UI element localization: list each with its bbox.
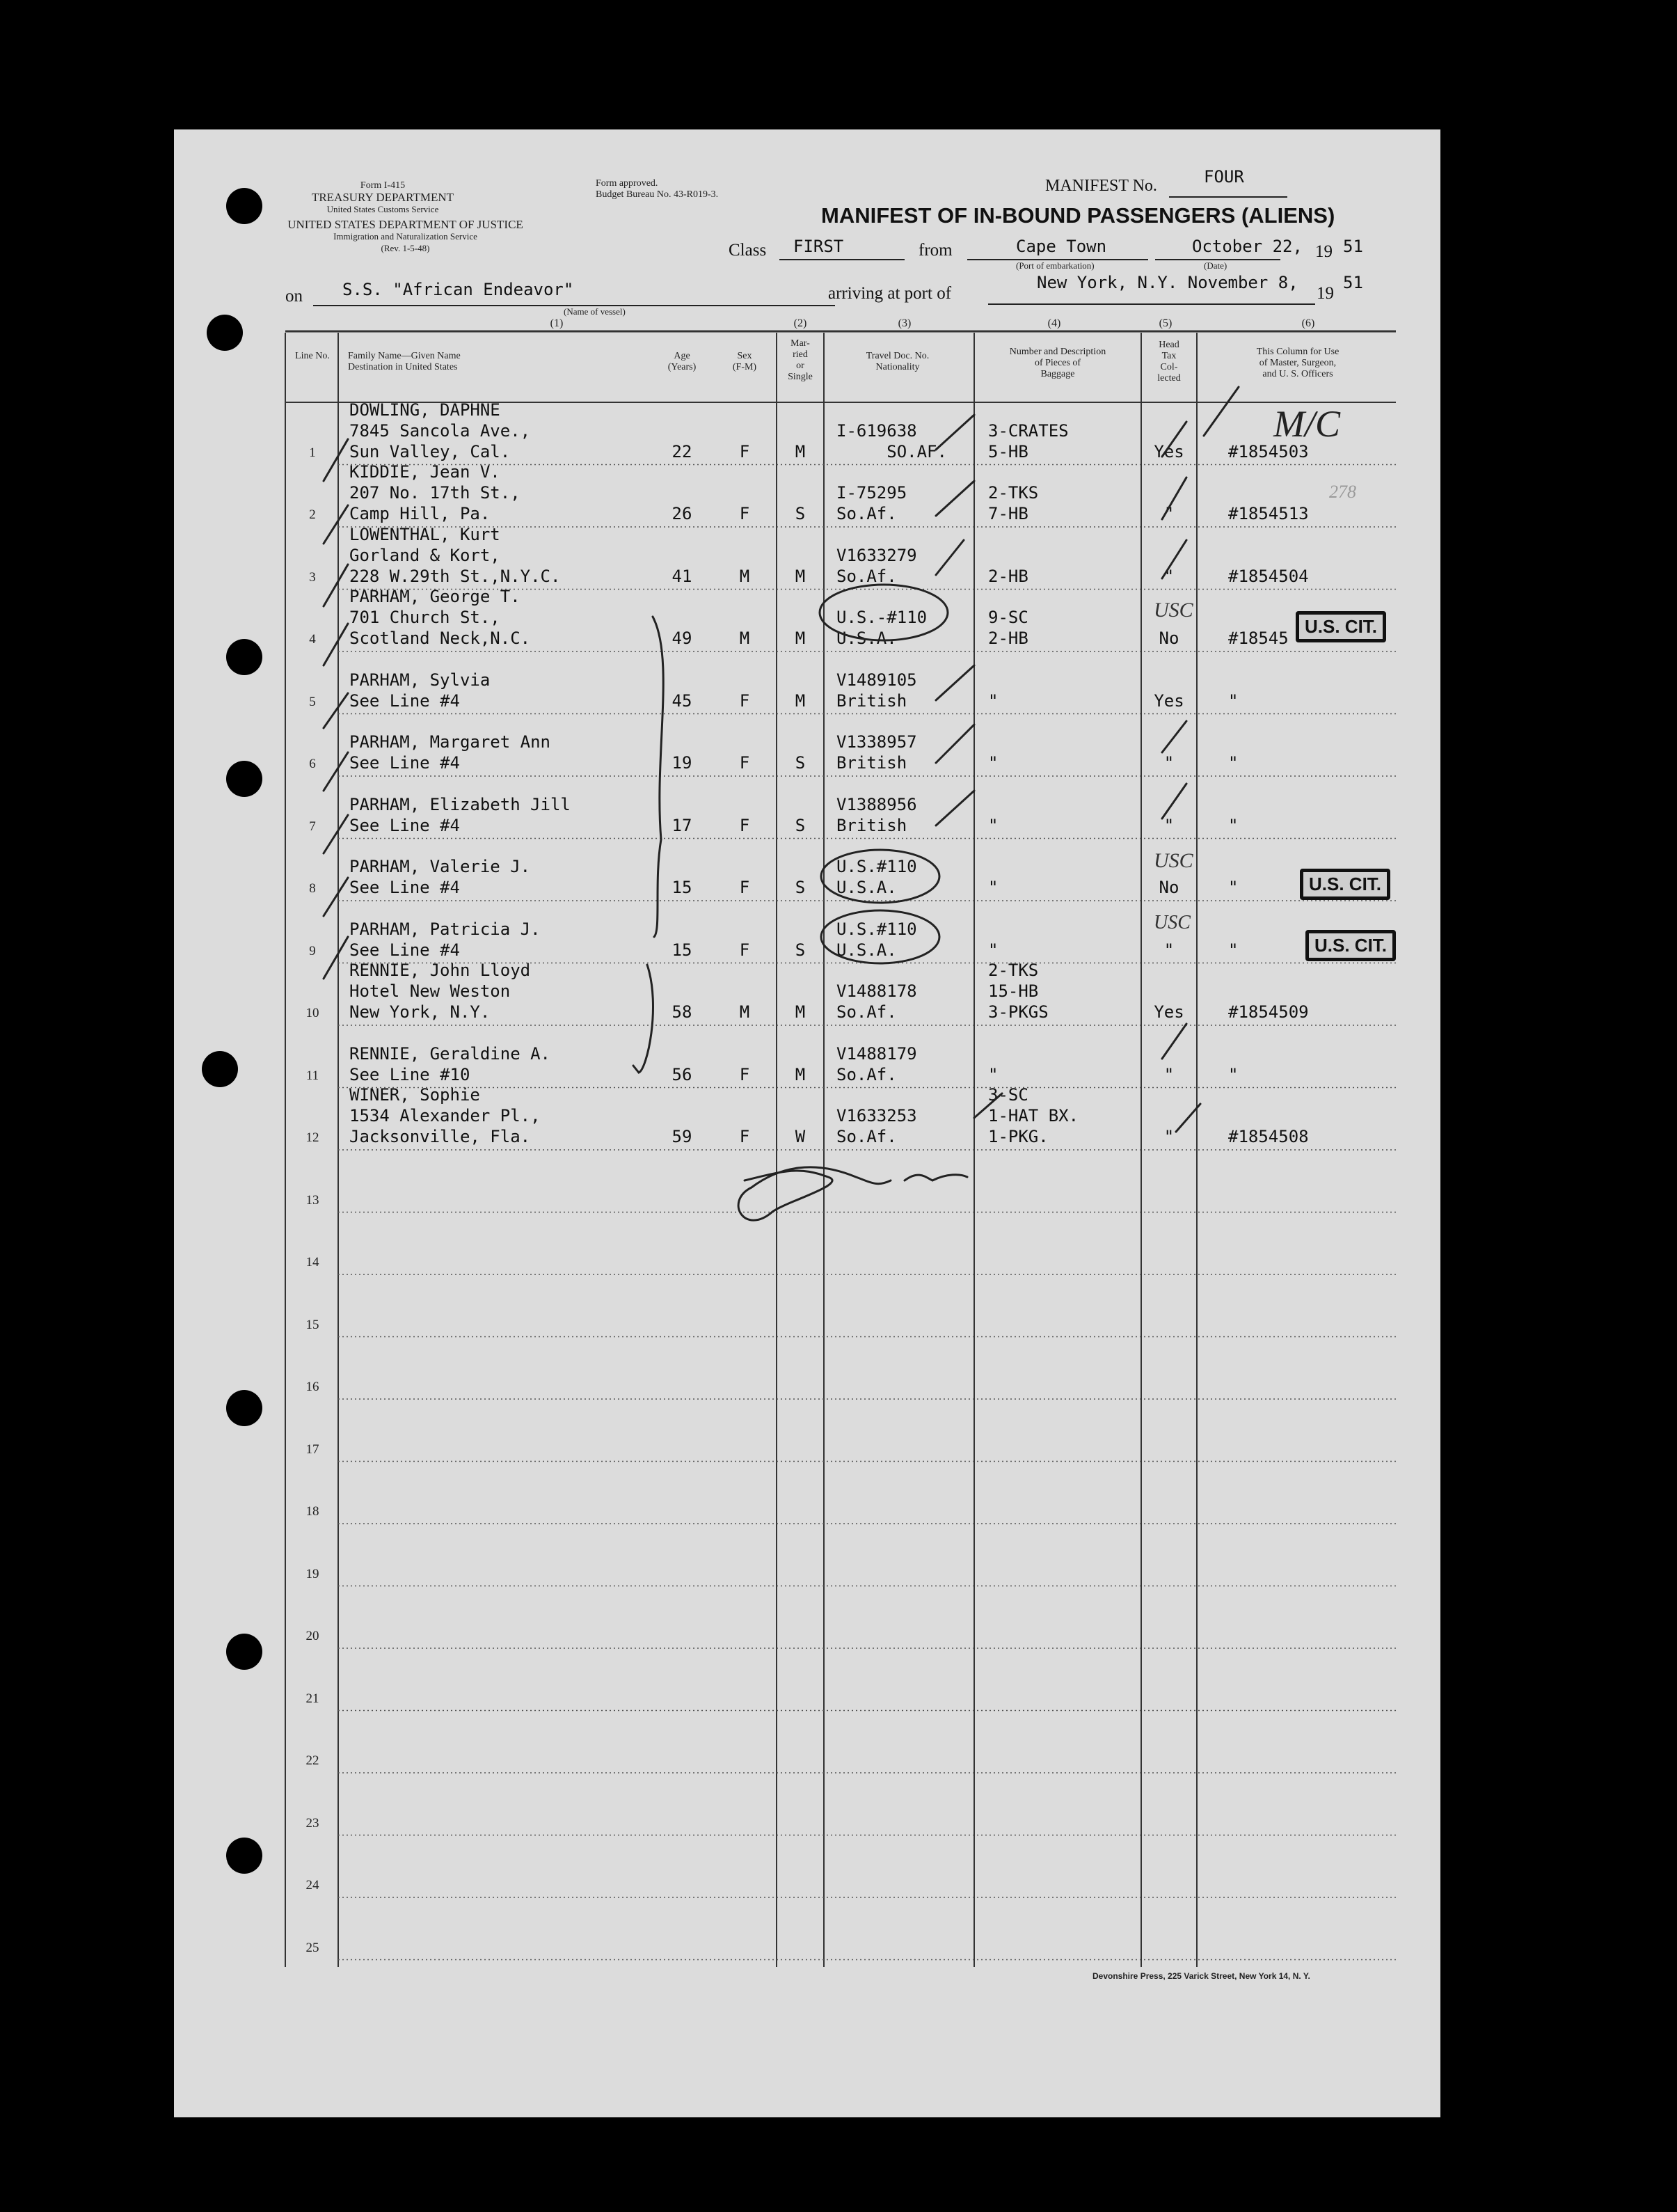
- arriving-label: arriving at port of: [828, 284, 952, 303]
- binder-hole: [202, 1051, 238, 1087]
- line-number: 16: [305, 1380, 319, 1394]
- officer-column: #18545: [1228, 629, 1289, 648]
- class-label: Class: [729, 241, 767, 260]
- manifest-page: [174, 129, 1440, 2117]
- passenger-age: 45: [671, 690, 692, 711]
- col-num-2: (2): [793, 317, 807, 329]
- line-number: 24: [305, 1878, 319, 1893]
- passenger-sex: M: [739, 566, 750, 586]
- baggage: ": [988, 878, 999, 897]
- officer-column: ": [1228, 940, 1239, 960]
- head-tax: ": [1163, 1064, 1175, 1084]
- on-label: on: [285, 287, 303, 306]
- from-label: from: [919, 241, 953, 260]
- col-header-married: Mar- ried or Single: [788, 338, 813, 382]
- line-number: 10: [305, 1006, 319, 1020]
- col-header-headtax: Head Tax Col- lected: [1157, 340, 1181, 384]
- year-value: 51: [1343, 237, 1363, 256]
- col-num-4: (4): [1047, 317, 1061, 329]
- form-approved: Form approved.: [596, 178, 658, 189]
- passenger-age: 58: [671, 1002, 692, 1022]
- travel-doc-nationality: V1633253 So.Af.: [836, 1106, 917, 1146]
- officer-column: ": [1228, 1064, 1239, 1084]
- head-tax: ": [1163, 1127, 1175, 1146]
- passenger-name: PARHAM, Elizabeth Jill See Line #4: [349, 794, 571, 835]
- passenger-name: KIDDIE, Jean V. 207 No. 17th St., Camp Hill, Pa.: [349, 462, 520, 523]
- line-number: 7: [309, 819, 316, 834]
- printer-credit: Devonshire Press, 225 Varick Street, New York 14, N. Y.: [1092, 1971, 1310, 1981]
- travel-doc-nationality: U.S.#110 U.S.A.: [836, 857, 917, 897]
- baggage: ": [988, 815, 999, 835]
- binder-hole: [226, 761, 262, 797]
- col-num-1: (1): [550, 317, 564, 329]
- baggage: 3-CRATES 5-HB: [988, 420, 1069, 461]
- line-number: 21: [305, 1691, 319, 1706]
- passenger-name: PARHAM, Sylvia See Line #4: [349, 670, 491, 711]
- line-number: 25: [305, 1940, 319, 1955]
- travel-doc-nationality: I-75295 So.Af.: [836, 483, 907, 523]
- passenger-marital-status: M: [795, 566, 806, 586]
- col-header-officer: This Column for Use of Master, Surgeon, and U. S. Officers: [1256, 347, 1340, 379]
- line-number: 6: [309, 757, 316, 771]
- col-num-5: (5): [1159, 317, 1173, 329]
- binder-hole: [226, 1634, 262, 1670]
- passenger-sex: F: [739, 940, 750, 960]
- head-tax: Yes: [1154, 690, 1184, 711]
- passenger-name: RENNIE, John Lloyd Hotel New Weston New York, N.Y.: [349, 961, 531, 1022]
- passenger-marital-status: S: [795, 815, 806, 835]
- us-citizen-stamp-line4: U.S. CIT.: [1296, 611, 1386, 642]
- line-number: 12: [305, 1130, 319, 1145]
- line-number: 19: [305, 1566, 319, 1581]
- travel-doc-nationality: U.S.-#110 U.S.A.: [836, 608, 928, 648]
- passenger-marital-status: M: [795, 629, 806, 648]
- passenger-marital-status: S: [795, 940, 806, 960]
- passenger-age: 26: [671, 504, 692, 523]
- head-tax: ": [1163, 504, 1175, 523]
- passenger-name: PARHAM, Valerie J. See Line #4: [349, 857, 531, 897]
- officer-column: #1854503: [1228, 441, 1309, 461]
- col-num-6: (6): [1301, 317, 1315, 329]
- line-number: 2: [309, 507, 316, 522]
- line-number: 17: [305, 1441, 319, 1457]
- budget-bureau: Budget Bureau No. 43-R019-3.: [596, 189, 719, 200]
- officer-column: ": [1228, 878, 1239, 897]
- line-number: 13: [305, 1192, 319, 1208]
- head-tax: ": [1163, 815, 1175, 835]
- passenger-sex: F: [739, 690, 750, 711]
- handwritten-usc-8: USC: [1154, 849, 1193, 872]
- head-tax: ": [1163, 940, 1175, 960]
- col-header-age: Age (Years): [667, 351, 697, 372]
- passenger-sex: F: [739, 753, 750, 773]
- passenger-sex: M: [739, 1002, 750, 1022]
- head-tax: Yes: [1154, 1002, 1184, 1022]
- passenger-marital-status: M: [795, 690, 806, 711]
- binder-hole: [207, 315, 243, 351]
- line-number: 1: [309, 445, 316, 460]
- vessel-value: S.S. "African Endeavor": [342, 280, 574, 299]
- port-embarkation-label: (Port of embarkation): [1016, 260, 1095, 271]
- line-number: 15: [305, 1317, 319, 1332]
- baggage: ": [988, 753, 999, 773]
- us-citizen-stamp-line9: U.S. CIT.: [1305, 930, 1396, 961]
- passenger-sex: F: [739, 1064, 750, 1084]
- passenger-name: DOWLING, DAPHNE 7845 Sancola Ave., Sun Valley, Cal.: [349, 400, 531, 461]
- handwritten-278: 278: [1329, 482, 1356, 502]
- pen-marks: [174, 129, 1440, 2117]
- travel-doc-nationality: V1388956 British: [836, 794, 917, 835]
- passenger-name: PARHAM, Margaret Ann See Line #4: [349, 732, 550, 773]
- us-citizen-stamp-line8: U.S. CIT.: [1300, 869, 1390, 900]
- class-value: FIRST: [793, 237, 844, 256]
- passenger-age: 15: [671, 940, 692, 960]
- col-header-name: Family Name—Given Name Destination in United States: [348, 351, 461, 372]
- col-header-travel: Travel Doc. No. Nationality: [866, 351, 930, 372]
- passenger-marital-status: M: [795, 1064, 806, 1084]
- year-prefix: 19: [1315, 242, 1333, 261]
- travel-doc-nationality: V1338957 British: [836, 732, 917, 773]
- passenger-marital-status: S: [795, 753, 806, 773]
- travel-doc-nationality: V1633279 So.Af.: [836, 545, 917, 586]
- passenger-sex: F: [739, 504, 750, 523]
- binder-hole: [226, 1390, 262, 1426]
- form-revision: (Rev. 1-5-48): [381, 243, 430, 253]
- passenger-age: 56: [671, 1064, 692, 1084]
- year2-prefix: 19: [1317, 284, 1334, 303]
- line-number: 14: [305, 1255, 319, 1270]
- officer-column: ": [1228, 753, 1239, 773]
- ins-title: Immigration and Naturalization Service: [333, 231, 477, 242]
- passenger-marital-status: S: [795, 504, 806, 523]
- passenger-sex: F: [739, 815, 750, 835]
- baggage: 2-TKS 7-HB: [988, 483, 1039, 523]
- baggage: ": [988, 690, 999, 711]
- passenger-marital-status: S: [795, 878, 806, 897]
- travel-doc-nationality: U.S.#110 U.S.A.: [836, 919, 917, 960]
- travel-doc-nationality: V1488179 So.Af.: [836, 1043, 917, 1084]
- passenger-sex: F: [739, 878, 750, 897]
- passenger-name: WINER, Sophie 1534 Alexander Pl., Jacksonville, Fla.: [349, 1085, 541, 1146]
- form-number: Form I-415: [360, 180, 406, 191]
- manifest-no-value: FOUR: [1204, 167, 1244, 187]
- head-tax: No: [1159, 878, 1179, 897]
- baggage: 2-TKS 15-HB 3-PKGS: [988, 961, 1049, 1022]
- passenger-age: 19: [671, 753, 692, 773]
- date-value: October 22,: [1192, 237, 1303, 256]
- passenger-age: 15: [671, 878, 692, 897]
- date-label: (Date): [1204, 260, 1227, 271]
- baggage: ": [988, 1064, 999, 1084]
- officer-column: #1854504: [1228, 566, 1309, 586]
- baggage: 3-SC 1-HAT BX. 1-PKG.: [988, 1085, 1079, 1146]
- year2-value: 51: [1343, 273, 1363, 292]
- passenger-sex: F: [739, 441, 750, 461]
- line-number: 4: [309, 632, 316, 647]
- head-tax: No: [1159, 629, 1179, 648]
- passenger-sex: F: [739, 1127, 750, 1146]
- line-number: 5: [309, 694, 316, 709]
- passenger-age: 41: [671, 566, 692, 586]
- line-number: 9: [309, 943, 316, 958]
- binder-hole: [226, 188, 262, 224]
- officer-column: #1854509: [1228, 1002, 1309, 1022]
- binder-hole: [226, 1838, 262, 1874]
- handwritten-mc: M/C: [1273, 403, 1341, 445]
- line-number: 22: [305, 1753, 319, 1768]
- baggage: ": [988, 940, 999, 960]
- passenger-marital-status: M: [795, 1002, 806, 1022]
- passenger-name: LOWENTHAL, Kurt Gorland & Kort, 228 W.29th St.,N.Y.C.: [349, 524, 561, 586]
- manifest-title: MANIFEST OF IN-BOUND PASSENGERS (ALIENS): [821, 203, 1335, 228]
- line-number: 20: [305, 1629, 319, 1643]
- binder-hole: [226, 639, 262, 675]
- officer-column: ": [1228, 690, 1239, 711]
- arriving-value: New York, N.Y. November 8,: [1037, 273, 1298, 292]
- baggage: 9-SC 2-HB: [988, 608, 1028, 648]
- passenger-marital-status: W: [795, 1127, 806, 1146]
- line-number: 18: [305, 1504, 319, 1519]
- line-number: 3: [309, 569, 316, 585]
- handwritten-usc-4: USC: [1154, 599, 1193, 622]
- passenger-age: 22: [671, 441, 692, 461]
- col-header-line: Line No.: [295, 351, 330, 361]
- head-tax: ": [1163, 753, 1175, 773]
- customs-service: United States Customs Service: [326, 204, 439, 214]
- from-value: Cape Town: [1016, 237, 1107, 256]
- treasury-dept: TREASURY DEPARTMENT: [311, 191, 454, 204]
- travel-doc-nationality: V1488178 So.Af.: [836, 981, 917, 1022]
- vessel-label: (Name of vessel): [564, 306, 626, 317]
- passenger-sex: M: [739, 629, 750, 648]
- baggage: 2-HB: [988, 566, 1028, 586]
- col-header-sex: Sex (F-M): [732, 351, 757, 372]
- col-num-3: (3): [898, 317, 912, 329]
- line-number: 8: [309, 881, 316, 896]
- col-header-baggage: Number and Description of Pieces of Baggage: [1009, 347, 1106, 379]
- passenger-name: PARHAM, Patricia J. See Line #4: [349, 919, 541, 960]
- passenger-age: 17: [671, 815, 692, 835]
- head-tax: Yes: [1154, 441, 1184, 461]
- passenger-name: PARHAM, George T. 701 Church St., Scotland Neck,N.C.: [349, 587, 531, 648]
- line-number: 23: [305, 1815, 319, 1831]
- head-tax: ": [1163, 566, 1175, 586]
- officer-column: ": [1228, 815, 1239, 835]
- officer-column: #1854513: [1228, 504, 1309, 523]
- officer-column: #1854508: [1228, 1127, 1309, 1146]
- passenger-age: 59: [671, 1127, 692, 1146]
- passenger-name: RENNIE, Geraldine A. See Line #10: [349, 1043, 550, 1084]
- passenger-age: 49: [671, 629, 692, 648]
- handwritten-usc-9: USC: [1154, 912, 1191, 933]
- passenger-marital-status: M: [795, 441, 806, 461]
- travel-doc-nationality: I-619638 SO.AF.: [836, 420, 947, 461]
- line-number: 11: [305, 1068, 319, 1083]
- manifest-no-label: MANIFEST No.: [1045, 177, 1157, 195]
- doj-title: UNITED STATES DEPARTMENT OF JUSTICE: [287, 218, 523, 231]
- travel-doc-nationality: V1489105 British: [836, 670, 917, 711]
